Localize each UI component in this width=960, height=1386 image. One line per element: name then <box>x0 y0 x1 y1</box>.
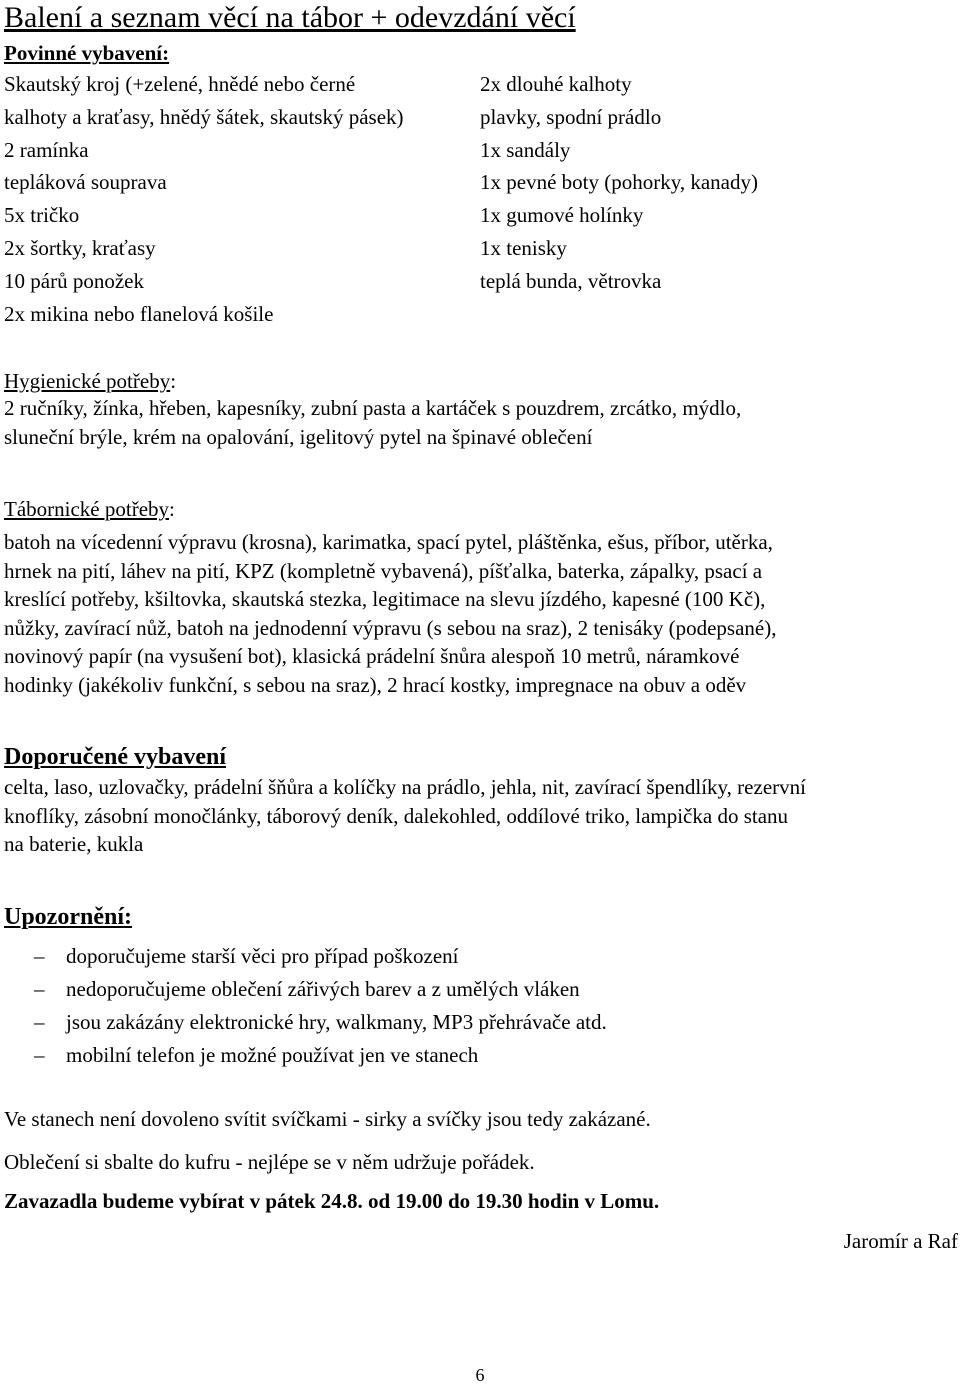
paragraph-line: 2 ručníky, žínka, hřeben, kapesníky, zubní pasta a kartáček s pouzdrem, zrcátko, mýdlo, <box>4 396 742 420</box>
list-item <box>4 68 954 101</box>
paragraph-line: batoh na vícedenní výpravu (krosna), karimatka, spací pytel, pláštěnka, ešus, příbor, utěrka, <box>4 530 773 554</box>
mandatory-list <box>4 68 954 330</box>
list-item <box>4 134 954 167</box>
list-item <box>0 1039 950 1072</box>
list-item-left: 2x šortky, kraťasy <box>4 235 156 260</box>
candles-note: Ve stanech není dovoleno svítit svíčkami - sirky a svíčky jsou tedy zakázané. <box>4 1107 651 1131</box>
list-item-right: 1x pevné boty (pohorky, kanady) <box>480 170 758 195</box>
page-title: Balení a seznam věcí na tábor + odevzdání věcí <box>4 1 576 34</box>
camping-heading <box>4 496 175 522</box>
list-item-text: mobilní telefon je možné používat jen ve stanech <box>66 1043 479 1067</box>
list-item-right: 1x gumové holínky <box>480 203 644 228</box>
list-item-left: 2x mikina nebo flanelová košile <box>4 301 274 326</box>
list-item <box>4 101 954 134</box>
list-item-right: 2x dlouhé kalhoty <box>480 72 632 96</box>
list-item <box>4 232 954 265</box>
warnings-list <box>0 940 950 1072</box>
clothes-note: Oblečení si sbalte do kufru - nejlépe se v něm udržuje pořádek. <box>4 1150 535 1174</box>
hygiene-heading-text: Hygienické potřeby <box>4 369 171 393</box>
list-item <box>4 166 954 199</box>
paragraph-line: na baterie, kukla <box>4 832 144 857</box>
dash-bullet: – <box>34 1010 45 1034</box>
list-item-text: doporučujeme starší věci pro případ poškození <box>66 944 459 968</box>
hygiene-heading-colon: : <box>170 369 177 393</box>
list-item <box>4 298 954 331</box>
paragraph-line: novinový papír (na vysušení bot), klasická prádelní šnůra alespoň 10 metrů, náramkové <box>4 644 740 669</box>
dash-bullet: – <box>34 944 45 968</box>
list-item-left: kalhoty a kraťasy, hnědý šátek, skautský pásek) <box>4 104 404 129</box>
list-item <box>4 199 954 232</box>
paragraph-line: hodinky (jakékoliv funkční, s sebou na sraz), 2 hrací kostky, impregnace na obuv a oděv <box>4 672 747 697</box>
paragraph-line: celta, laso, uzlovačky, prádelní šňůra a kolíčky na prádlo, jehla, nit, zavírací špendlíky, rezervní <box>4 775 806 799</box>
mandatory-heading: Povinné vybavení: <box>4 41 170 65</box>
dash-bullet: – <box>34 1043 45 1067</box>
list-item-text: jsou zakázány elektronické hry, walkmany, MP3 přehrávače atd. <box>66 1010 607 1034</box>
paragraph-line: nůžky, zavírací nůž, batoh na jednodenní výpravu (s sebou na sraz), 2 tenisáky (podepsané), <box>4 615 777 640</box>
paragraph-line: sluneční brýle, krém na opalování, igelitový pytel na špinavé oblečení <box>4 424 593 449</box>
recommended-text <box>4 773 954 859</box>
paragraph-line: knoflíky, zásobní monočlánky, táborový deník, dalekohled, oddílové triko, lampička do stanu <box>4 803 789 828</box>
page-number: 6 <box>475 1365 485 1385</box>
list-item-right: plavky, spodní prádlo <box>480 104 662 129</box>
pickup-note: Zavazadla budeme vybírat v pátek 24.8. od 19.00 do 19.30 hodin v Lomu. <box>4 1189 660 1213</box>
camping-heading-text: Tábornické potřeby <box>4 497 170 521</box>
list-item-right: 1x sandály <box>480 137 571 162</box>
dash-bullet: – <box>34 977 45 1001</box>
list-item <box>0 940 950 973</box>
camping-heading-colon: : <box>169 497 175 521</box>
list-item-left: Skautský kroj (+zelené, hnědé nebo černé <box>4 72 356 96</box>
hygiene-heading <box>4 368 176 394</box>
list-item <box>0 1006 950 1039</box>
list-item-right: teplá bunda, větrovka <box>480 268 662 293</box>
list-item-left: tepláková souprava <box>4 170 167 195</box>
warnings-heading: Upozornění: <box>4 904 132 930</box>
recommended-heading: Doporučené vybavení <box>4 744 226 770</box>
paragraph-line: hrnek na pití, láhev na pití, KPZ (kompletně vybavená), píšťalka, baterka, zápalky, psací a <box>4 558 763 583</box>
signature: Jaromír a Raf <box>843 1229 958 1253</box>
camping-text <box>4 528 954 700</box>
list-item-left: 5x tričko <box>4 203 80 228</box>
list-item <box>0 973 950 1006</box>
hygiene-text <box>4 394 954 451</box>
list-item-text: nedoporučujeme oblečení zářivých barev a z umělých vláken <box>66 977 580 1001</box>
list-item <box>4 265 954 298</box>
list-item-left: 2 ramínka <box>4 137 89 162</box>
list-item-right: 1x tenisky <box>480 235 567 260</box>
list-item-left: 10 párů ponožek <box>4 268 144 293</box>
paragraph-line: kreslící potřeby, kšiltovka, skautská stezka, legitimace na slevu jízdého, kapesné (100 Kč), <box>4 587 766 612</box>
